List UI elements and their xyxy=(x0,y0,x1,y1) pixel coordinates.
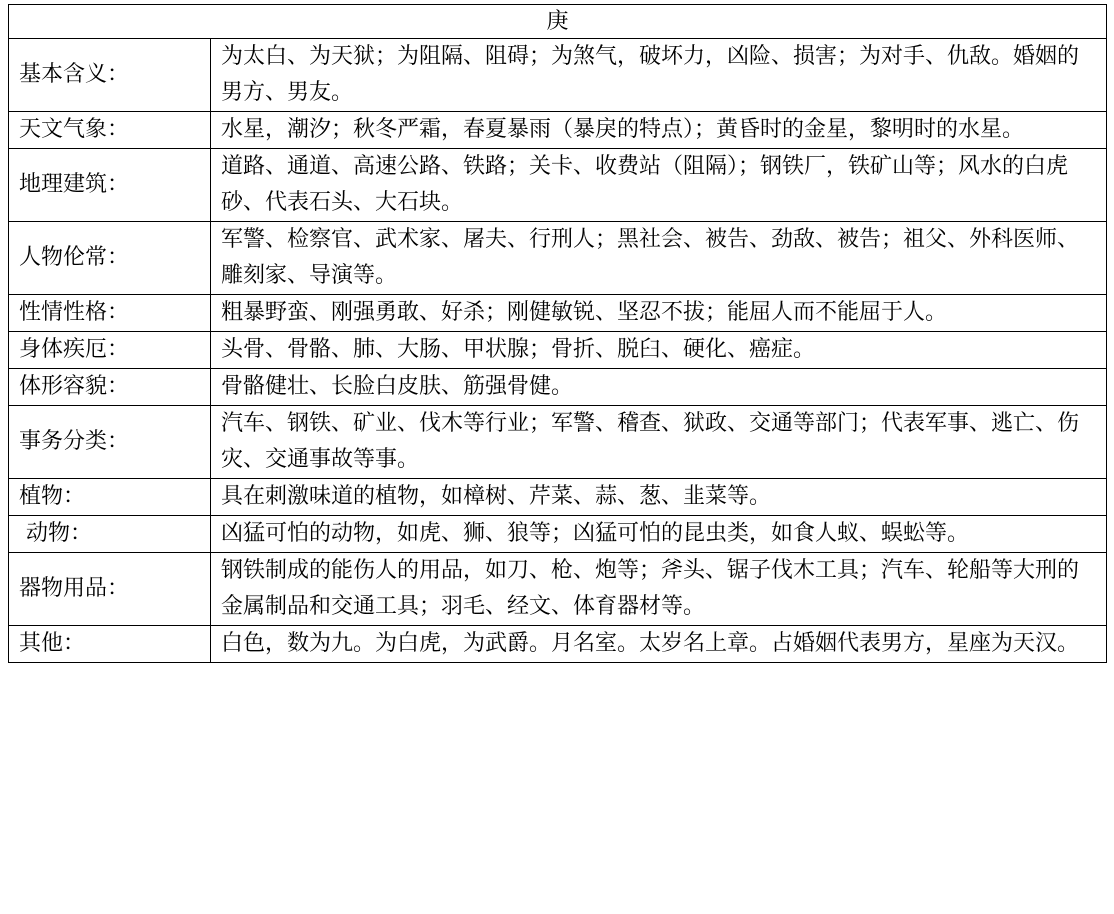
table-title: 庚 xyxy=(9,5,1107,39)
row-label: 地理建筑： xyxy=(9,149,211,222)
row-content: 粗暴野蛮、刚强勇敢、好杀；刚健敏锐、坚忍不拔；能屈人而不能屈于人。 xyxy=(211,295,1107,332)
row-content: 骨骼健壮、长脸白皮肤、筋强骨健。 xyxy=(211,369,1107,406)
row-label: 植物： xyxy=(9,479,211,516)
row-content: 军警、检察官、武术家、屠夫、行刑人；黑社会、被告、劲敌、被告；祖父、外科医师、雕刻家、导演等。 xyxy=(211,222,1107,295)
table-title-row xyxy=(9,5,1107,39)
row-content: 钢铁制成的能伤人的用品，如刀、枪、炮等；斧头、锯子伐木工具；汽车、轮船等大刑的金属制品和交通工具；羽毛、经文、体育器材等。 xyxy=(211,553,1107,626)
row-content: 白色，数为九。为白虎，为武爵。月名室。太岁名上章。占婚姻代表男方，星座为天汉。 xyxy=(211,626,1107,663)
row-label: 人物伦常： xyxy=(9,222,211,295)
row-label: 基本含义： xyxy=(9,39,211,112)
row-label: 事务分类： xyxy=(9,406,211,479)
table-row xyxy=(9,626,1107,663)
row-label: 其他： xyxy=(9,626,211,663)
row-content: 道路、通道、高速公路、铁路；关卡、收费站（阻隔）；钢铁厂，铁矿山等；风水的白虎砂、代表石头、大石块。 xyxy=(211,149,1107,222)
row-content: 汽车、钢铁、矿业、伐木等行业；军警、稽查、狱政、交通等部门；代表军事、逃亡、伤灾、交通事故等事。 xyxy=(211,406,1107,479)
row-label: 天文气象： xyxy=(9,112,211,149)
table-body xyxy=(9,39,1107,663)
table-row xyxy=(9,295,1107,332)
table-row xyxy=(9,406,1107,479)
document-sheet xyxy=(8,4,1106,663)
row-content: 为太白、为天狱；为阻隔、阻碍；为煞气，破坏力，凶险、损害；为对手、仇敌。婚姻的男方、男友。 xyxy=(211,39,1107,112)
row-label: 体形容貌： xyxy=(9,369,211,406)
row-content: 具在刺激味道的植物，如樟树、芹菜、蒜、葱、韭菜等。 xyxy=(211,479,1107,516)
table-row xyxy=(9,112,1107,149)
table-row xyxy=(9,39,1107,112)
row-content: 凶猛可怕的动物，如虎、狮、狼等；凶猛可怕的昆虫类，如食人蚁、蜈蚣等。 xyxy=(211,516,1107,553)
table-row xyxy=(9,369,1107,406)
row-content: 水星，潮汐；秋冬严霜，春夏暴雨（暴戾的特点）；黄昏时的金星，黎明时的水星。 xyxy=(211,112,1107,149)
table-row xyxy=(9,479,1107,516)
row-label: 器物用品： xyxy=(9,553,211,626)
table-row xyxy=(9,149,1107,222)
row-label: 动物： xyxy=(9,516,211,553)
table-row xyxy=(9,553,1107,626)
table-row xyxy=(9,516,1107,553)
row-label: 性情性格： xyxy=(9,295,211,332)
row-content: 头骨、骨骼、肺、大肠、甲状腺；骨折、脱臼、硬化、癌症。 xyxy=(211,332,1107,369)
attributes-table xyxy=(8,4,1107,663)
table-row xyxy=(9,222,1107,295)
row-label: 身体疾厄： xyxy=(9,332,211,369)
table-row xyxy=(9,332,1107,369)
